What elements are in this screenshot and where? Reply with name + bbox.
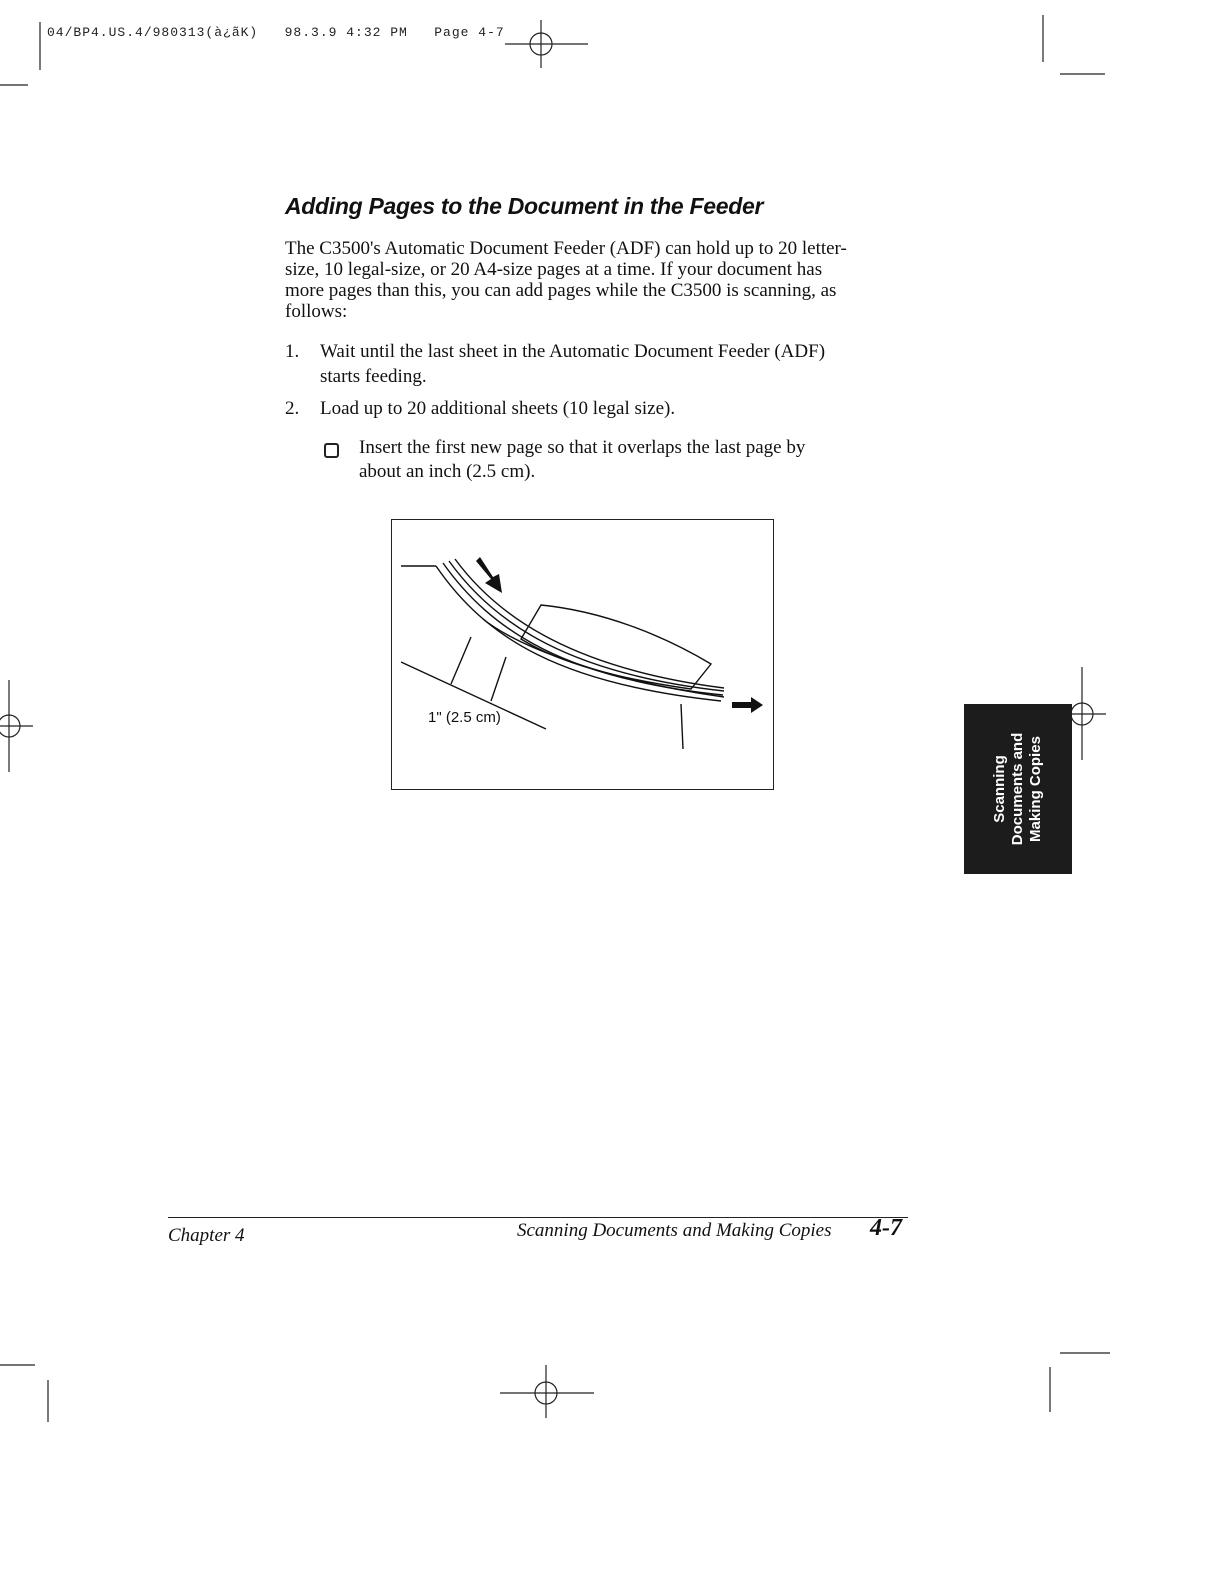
intro-line: follows: [285, 301, 348, 322]
checkbox-bullet-icon [324, 443, 339, 458]
intro-line: more pages than this, you can add pages while the C3500 is scanning, as [285, 280, 837, 301]
page-number: 4-7 [870, 1215, 902, 1241]
chapter-side-tab [964, 704, 1072, 874]
overlap-dimension-label: 1" (2.5 cm) [428, 709, 501, 726]
footer-rule [168, 1217, 908, 1218]
dimension-tick-2 [491, 657, 506, 701]
paper-curve-2 [443, 563, 723, 695]
intro-line: The C3500's Automatic Document Feeder (ADF) can hold up to 20 letter- [285, 238, 847, 259]
intro-line: size, 10 legal-size, or 20 A4-size pages at a time. If your document has [285, 259, 823, 280]
step-text [320, 396, 920, 421]
exit-guide [681, 704, 683, 749]
bullet-text [359, 436, 919, 484]
step-number: 1. [285, 341, 300, 362]
side-tab-line: Making Copies [1027, 736, 1044, 842]
intro-paragraph [285, 238, 935, 322]
step-line: starts feeding. [320, 366, 427, 387]
dimension-tick-1 [451, 637, 471, 684]
step-line: Wait until the last sheet in the Automatic Document Feeder (ADF) [320, 341, 826, 362]
side-tab-text [991, 709, 1045, 869]
step-2 [285, 396, 925, 422]
feeder-illustration [391, 519, 774, 790]
step-1 [285, 339, 925, 389]
new-page-curve [483, 619, 724, 697]
section-heading: Adding Pages to the Document in the Feeder [285, 193, 764, 219]
footer-chapter: Chapter 4 [168, 1225, 245, 1246]
side-tab-line: Documents and [1009, 732, 1026, 846]
step-number: 2. [285, 398, 300, 419]
print-slug: 04/BP4.US.4/980313(à¿ãK) 98.3.9 4:32 PM Page 4-7 [47, 25, 505, 40]
bullet-line: Insert the first new page so that it overlaps the last page by [359, 437, 806, 458]
side-tab-line: Scanning [991, 755, 1008, 823]
step-text [320, 339, 920, 389]
bullet-line: about an inch (2.5 cm). [359, 461, 536, 482]
feeder-diagram [391, 519, 774, 790]
footer-title: Scanning Documents and Making Copies [517, 1220, 832, 1241]
output-arrow-icon [732, 697, 763, 713]
step-line: Load up to 20 additional sheets (10 legal size). [320, 398, 676, 419]
